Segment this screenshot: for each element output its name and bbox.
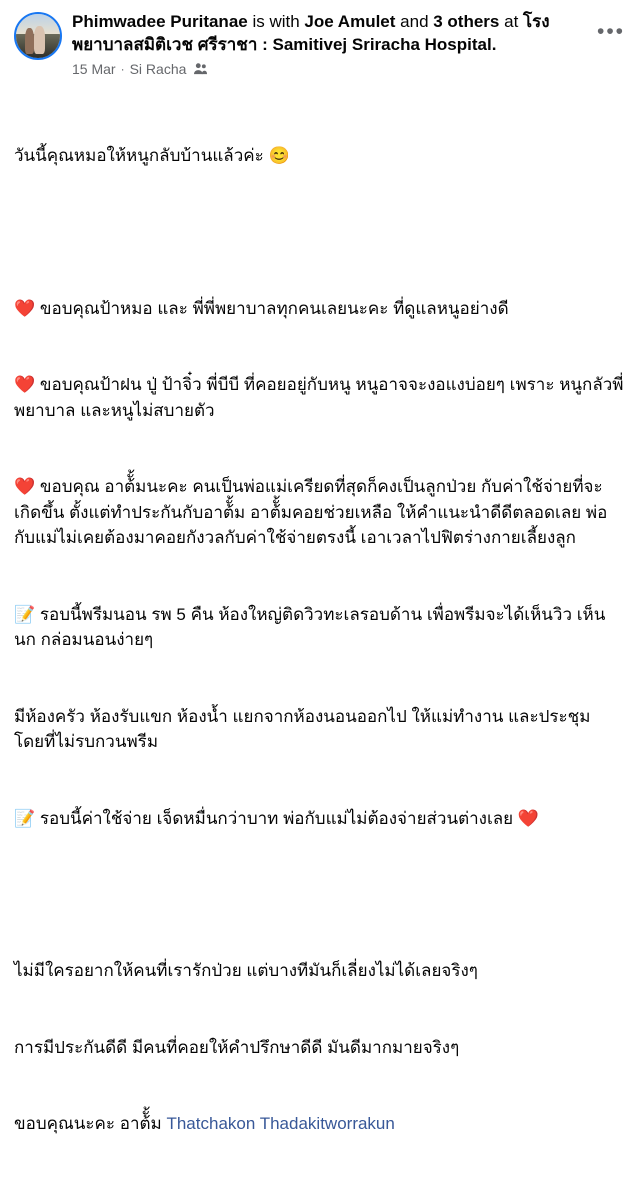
post-spacer-1: [14, 220, 626, 245]
post-last-line-text: ขอบคุณนะคะ อาต้ั้ม: [14, 1114, 167, 1134]
avatar-image-person-right: [34, 26, 45, 53]
others-count-link[interactable]: 3 others: [433, 12, 500, 31]
tagged-person-link[interactable]: Joe Amulet: [304, 12, 396, 31]
friends-icon[interactable]: [193, 62, 208, 75]
meta-separator: ·: [120, 61, 125, 76]
post-spacer-2: [14, 882, 626, 907]
with-text: is with: [247, 12, 305, 31]
post-header-text: [72, 10, 626, 78]
post-line-5: 📝 รอบนี้พรีมนอน รพ 5 คืน ห้องใหญ่ติดวิวทะเลรอบด้าน เพื่อพรีมจะได้เห็นวิว เห็นนก กล่อมนอนง่ายๆ: [14, 604, 606, 650]
ellipsis-icon[interactable]: •••: [596, 19, 626, 43]
post-header: [14, 10, 626, 78]
author-name[interactable]: Phimwadee Puritanae: [72, 12, 248, 31]
post-line-2: ❤️ ขอบคุณป้าหมอ และ พี่พี่พยาบาลทุกคนเลยนะคะ ที่ดูแลหนูอย่างดี: [14, 298, 509, 318]
post-line-3: ❤️ ขอบคุณป้าฝน ปู่ ป้าจิ๋ว พี่บีบี ที่คอยอยู่กับหนู หนูอาจจะงอแงบ่อยๆ เพราะ หนูกลัวพี่พยาบาล และหนูไม่สบายตัว: [14, 375, 624, 420]
post-line-6: มีห้องครัว ห้องรับแขก ห้องน้ำ แยกจากห้องนอนออกไป ให้แม่ทำงาน และประชุม โดยที่ไม่รบกวนพรีม: [14, 706, 596, 752]
post-line-7: 📝 รอบนี้ค่าใช้จ่าย เจ็ดหมื่นกว่าบาท พ่อกับแม่ไม่ต้องจ่ายส่วนต่างเลย ❤️: [14, 808, 540, 828]
mention-link[interactable]: Thatchakon Thadakitworrakun: [166, 1114, 395, 1134]
location-link[interactable]: โรงพยาบาลสมิติเวช ศรีราชา : Samitivej Sriracha Hospital: [72, 12, 550, 54]
and-text: and: [395, 12, 434, 31]
post-last-line: [14, 1111, 626, 1137]
post-line-10: การมีประกันดีดี มีคนที่คอยให้คำปรึกษาดีดี มันดีมากมายจริงๆ: [14, 1037, 460, 1057]
post-line-0: วันนี้คุณหมอให้หนูกลับบ้านแล้วค่ะ 😊: [14, 146, 290, 166]
avatar[interactable]: [14, 12, 62, 60]
post-place[interactable]: Si Racha: [129, 60, 187, 77]
post-line-4: ❤️ ขอบคุณ อาต้ั้มนะคะ คนเป็นพ่อแม่เครียดที่สุดก็คงเป็นลูกป่วย กับค่าใช้จ่ายที่จะเกิดขึ้น ตั้งแต่ทำประกันกับอาต้ั้ม อาต้ั้มคอยช่วยเหลือ ให้คำแนะนำดีดีตลอดเลย พ่อกับแม่ไม่เคยต้องมาคอยกังวลกับค่าใช้จ่ายตรงนี้ เอาเวลาไปฟิตร่างกายเลี้ยงลูก: [14, 477, 608, 548]
post-content: [14, 92, 626, 1188]
post-date[interactable]: 15 Mar: [72, 60, 116, 77]
post-line-9: ไม่มีใครอยากให้คนที่เรารักป่วย แต่บางทีมันก็เลี่ยงไม่ได้เลยจริงๆ: [14, 961, 478, 981]
at-text: at: [499, 12, 524, 31]
header-period: .: [491, 34, 497, 54]
post-meta: [72, 60, 586, 79]
